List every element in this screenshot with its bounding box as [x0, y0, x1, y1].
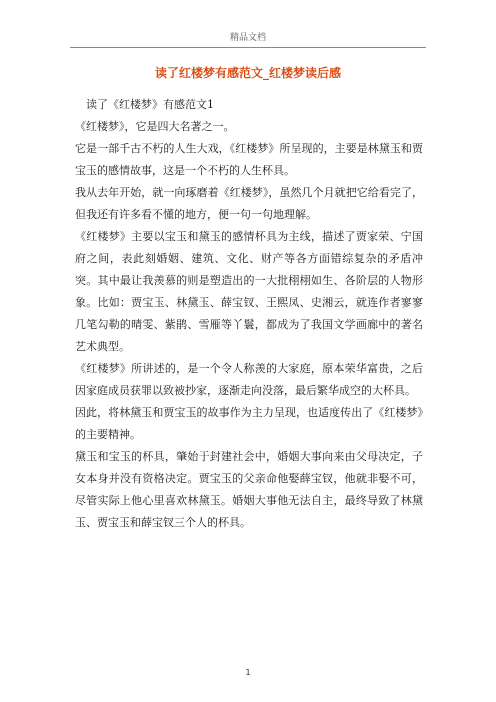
paragraph: 《红楼梦》所讲述的，是一个令人称羡的大家庭，原本荣华富贵，之后因家庭成员获罪以致被抄家，逐渐走向没落，最后繁华成空的大杯具。 — [75, 362, 423, 397]
document-body — [75, 94, 423, 534]
page-number: 1 — [245, 668, 251, 677]
paragraph: 黛玉和宝玉的杯具，肇始于封建社会中，婚姻大事向来由父母决定，子女本身并没有资格决定。贾宝玉的父亲命他娶薛宝钗，他就非娶不可，尽管实际上他心里喜欢林黛玉。婚姻大事他无法自主，最终导致了林黛玉、贾宝玉和薛宝钗三个人的杯具。 — [75, 450, 423, 529]
paragraph: 因此，将林黛玉和贾宝玉的故事作为主力呈现，也适度传出了《红楼梦》的主要精神。 — [75, 406, 423, 441]
paragraph: 读了《红楼梦》有感范文1 — [86, 98, 214, 111]
header-text: 精品文档 — [229, 33, 266, 43]
document-title: 读了红楼梦有感范文_红楼梦读后感 — [154, 66, 341, 80]
paragraph: 《红楼梦》，它是四大名著之一。 — [75, 120, 235, 133]
paragraph: 我从去年开始，就一向琢磨着《红楼梦》，虽然几个月就把它给看完了，但我还有许多看不懂的地方，便一句一句地理解。 — [75, 186, 423, 221]
paragraph: 它是一部千古不朽的人生大戏，《红楼梦》所呈现的，主要是林黛玉和贾宝玉的感情故事，这是一个不朽的人生杯具。 — [75, 142, 423, 177]
paragraph: 《红楼梦》主要以宝玉和黛玉的感情杯具为主线，描述了贾家荣、宁国府之间，表此刻婚姻、建筑、文化、财产等各方面错综复杂的矛盾冲突。其中最让我羡慕的则是塑造出的一大批栩栩如生、各阶层的人物形象。比如：贾宝玉、林黛玉、薛宝钗、王熙凤、史湘云，就连作者寥寥几笔勾勒的晴雯、紫鹃、雪雁等丫鬟，都成为了我国文学画廊中的著名艺术典型。 — [75, 230, 423, 353]
header-divider — [70, 47, 426, 48]
